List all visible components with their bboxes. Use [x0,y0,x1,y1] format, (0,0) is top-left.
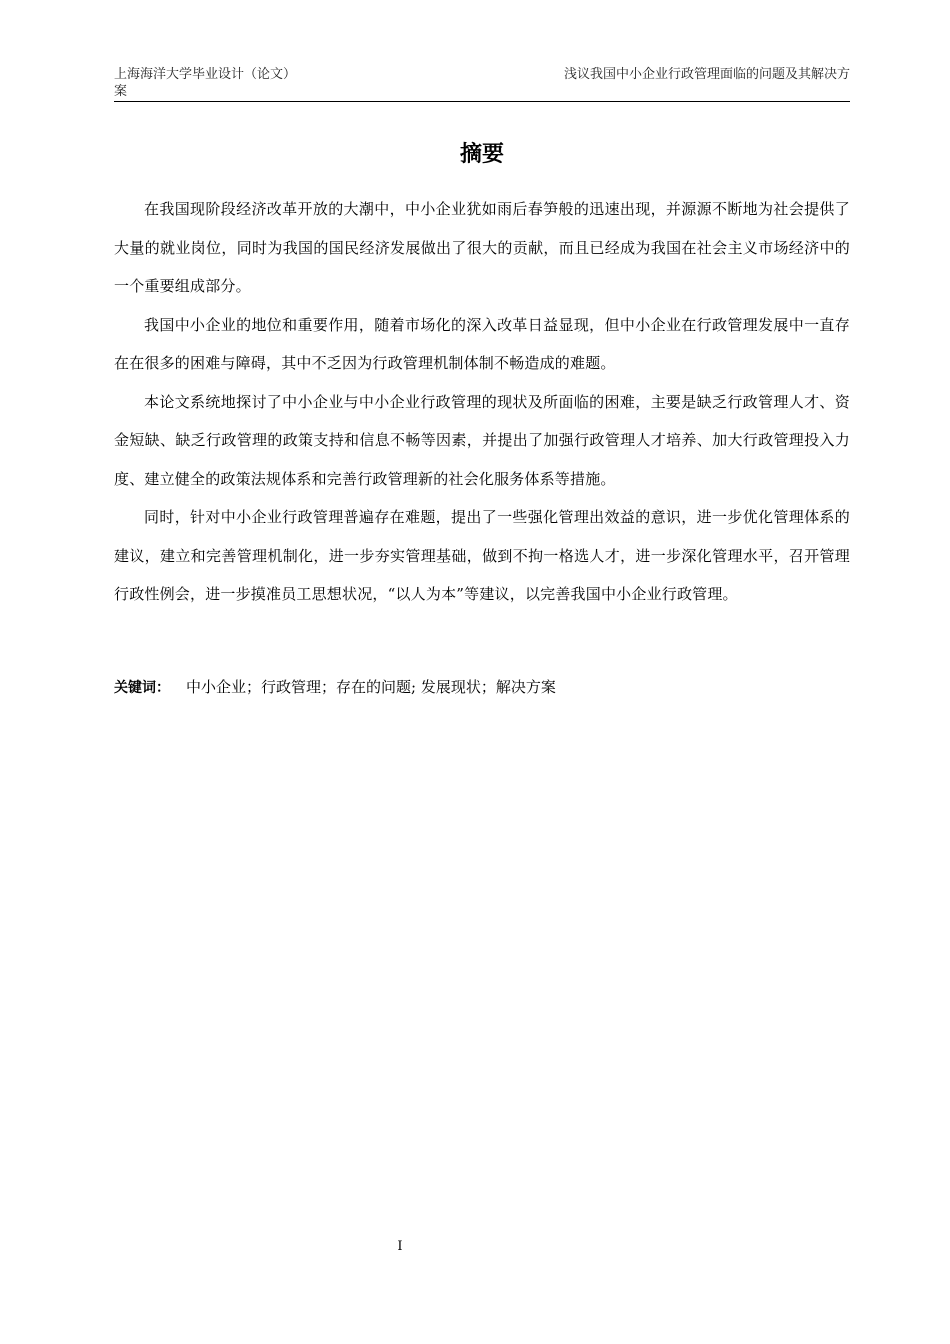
abstract-body [114,190,850,614]
abstract-paragraph-2: 我国中小企业的地位和重要作用，随着市场化的深入改革日益显现，但中小企业在行政管理发展中一直存在在很多的困难与障碍，其中不乏因为行政管理机制体制不畅造成的难题。 [114,315,850,372]
abstract-paragraph-3: 本论文系统地探讨了中小企业与中小企业行政管理的现状及所面临的困难，主要是缺乏行政管理人才、资金短缺、缺乏行政管理的政策支持和信息不畅等因素，并提出了加强行政管理人才培养、加大行政管理投入力度、建立健全的政策法规体系和完善行政管理新的社会化服务体系等措施。 [114,392,850,488]
keywords-line [114,674,850,701]
keywords-label: 关键词： [114,680,170,696]
header-school-title-line2: 案 [114,84,128,99]
abstract-title: 摘要 [459,142,504,167]
keywords-value: 中小企业；行政管理；存在的问题; 发展现状；解决方案 [186,678,556,696]
header-thesis-title: 浅议我国中小企业行政管理面临的问题及其解决方 [563,67,850,82]
header-divider [114,101,850,102]
page-number: I [397,1239,403,1254]
page-header [114,66,850,102]
header-school-title [114,66,296,100]
abstract-paragraph-1: 在我国现阶段经济改革开放的大潮中，中小企业犹如雨后春笋般的迅速出现，并源源不断地为社会提供了大量的就业岗位，同时为我国的国民经济发展做出了很大的贡献，而且已经成为我国在社会主义市场经济中的一个重要组成部分。 [114,200,850,295]
header-school-title-line1: 上海海洋大学毕业设计（论文） [114,67,297,82]
abstract-paragraph-4: 同时，针对中小企业行政管理普遍存在难题，提出了一些强化管理出效益的意识，进一步优化管理体系的建议，建立和完善管理机制化，进一步夯实管理基础，做到不拘一格选人才，进一步深化管理水平，召开管理行政性例会，进一步摸准员工思想状况，“以人为本”等建议，以完善我国中小企业行政管理。 [114,508,850,603]
